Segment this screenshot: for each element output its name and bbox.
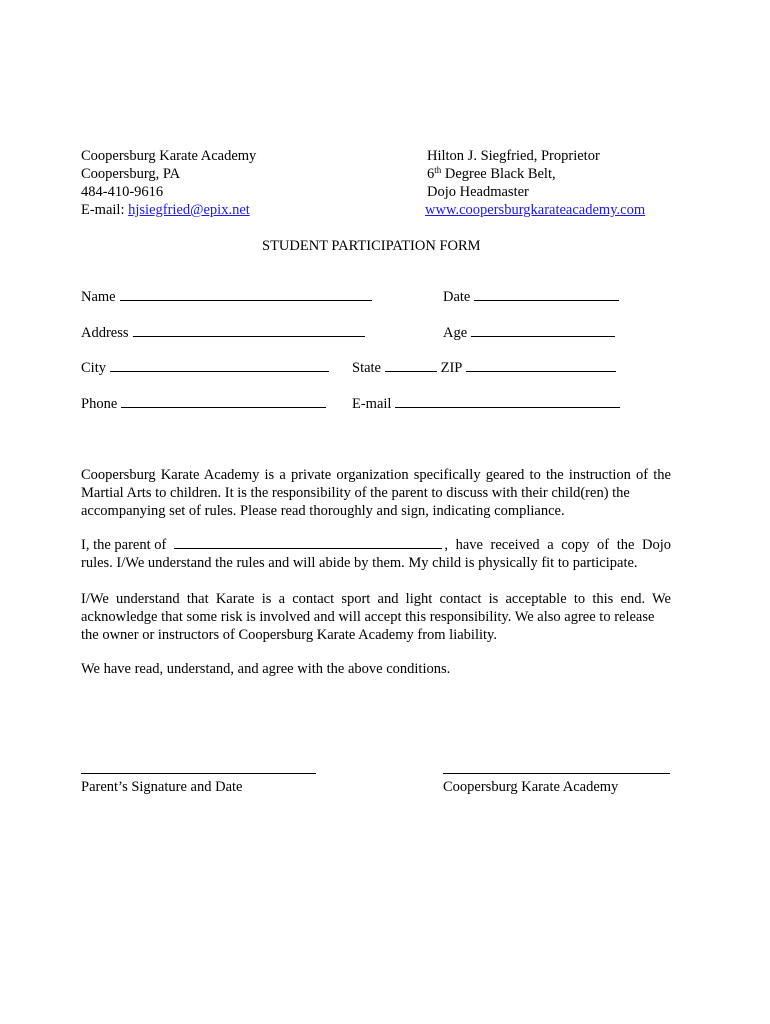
address-blank[interactable] — [133, 324, 365, 337]
date-field — [443, 288, 619, 306]
org-name: Coopersburg Karate Academy — [81, 148, 257, 164]
form-title: STUDENT PARTICIPATION FORM — [262, 238, 481, 254]
dojo-title: Dojo Headmaster — [427, 184, 529, 200]
name-blank[interactable] — [120, 288, 372, 301]
proprietor-name: Hilton J. Siegfried, Proprietor — [427, 148, 600, 164]
zip-label: ZIP — [440, 360, 463, 376]
p3-line1: I/We understand that Karate is a contact sport and light contact is acceptable to this end. We — [81, 591, 671, 607]
email-field — [352, 395, 620, 413]
degree-rest: Degree Black Belt, — [441, 166, 556, 182]
org-phone: 484-410-9616 — [81, 184, 164, 200]
age-blank[interactable] — [471, 324, 615, 337]
age-field — [443, 324, 615, 342]
name-label: Name — [81, 289, 116, 305]
date-label: Date — [443, 289, 471, 305]
paragraph-agreement: We have read, understand, and agree with the above conditions. — [81, 661, 451, 677]
state-blank[interactable] — [385, 359, 437, 372]
academy-signature-label: Coopersburg Karate Academy — [443, 779, 619, 795]
email-field-label: E-mail — [352, 396, 392, 412]
paragraph-intro — [81, 466, 671, 520]
child-name-blank[interactable] — [174, 536, 442, 549]
date-blank[interactable] — [474, 288, 619, 301]
email-link[interactable]: hjsiegfried@epix.net — [128, 202, 250, 218]
website-line — [425, 201, 645, 219]
degree-number: 6 — [427, 166, 435, 182]
org-location: Coopersburg, PA — [81, 166, 181, 182]
degree-line — [427, 165, 556, 183]
parent-signature-label: Parent’s Signature and Date — [81, 779, 243, 795]
p2-prefix: I, the parent of — [81, 537, 167, 553]
state-zip-field — [352, 359, 616, 377]
city-blank[interactable] — [110, 359, 329, 372]
email-blank[interactable] — [395, 395, 620, 408]
website-link[interactable]: www.coopersburgkarateacademy.com — [425, 202, 646, 218]
p1-line2: Martial Arts to children. It is the responsibility of the parent to discuss with their child(ren) the — [81, 485, 630, 501]
p2-line2: rules. I/We understand the rules and will abide by them. My child is physically fit to participate. — [81, 555, 638, 571]
p1-line3: accompanying set of rules. Please read thoroughly and sign, indicating compliance. — [81, 503, 565, 519]
p3-line3: the owner or instructors of Coopersburg Karate Academy from liability. — [81, 627, 497, 643]
phone-blank[interactable] — [121, 395, 326, 408]
parent-signature-line[interactable] — [81, 773, 316, 774]
p3-line2: acknowledge that some risk is involved and will accept this responsibility. We also agree to release — [81, 609, 655, 625]
email-label: E-mail: — [81, 202, 129, 218]
p2-suffix: , have received a copy of the Dojo — [444, 537, 671, 553]
academy-signature-line[interactable] — [443, 773, 670, 774]
degree-suffix: th — [434, 165, 442, 175]
phone-field — [81, 395, 326, 413]
name-field — [81, 288, 372, 306]
address-label: Address — [81, 325, 129, 341]
p1-line1: Coopersburg Karate Academy is a private organization specifically geared to the instruction of the — [81, 467, 671, 483]
phone-label: Phone — [81, 396, 118, 412]
state-label: State — [352, 360, 381, 376]
address-field — [81, 324, 365, 342]
city-label: City — [81, 360, 106, 376]
age-label: Age — [443, 325, 468, 341]
zip-blank[interactable] — [466, 359, 616, 372]
p2-line1 — [81, 536, 671, 554]
paragraph-liability — [81, 590, 671, 644]
city-field — [81, 359, 329, 377]
org-email-line — [81, 201, 250, 219]
